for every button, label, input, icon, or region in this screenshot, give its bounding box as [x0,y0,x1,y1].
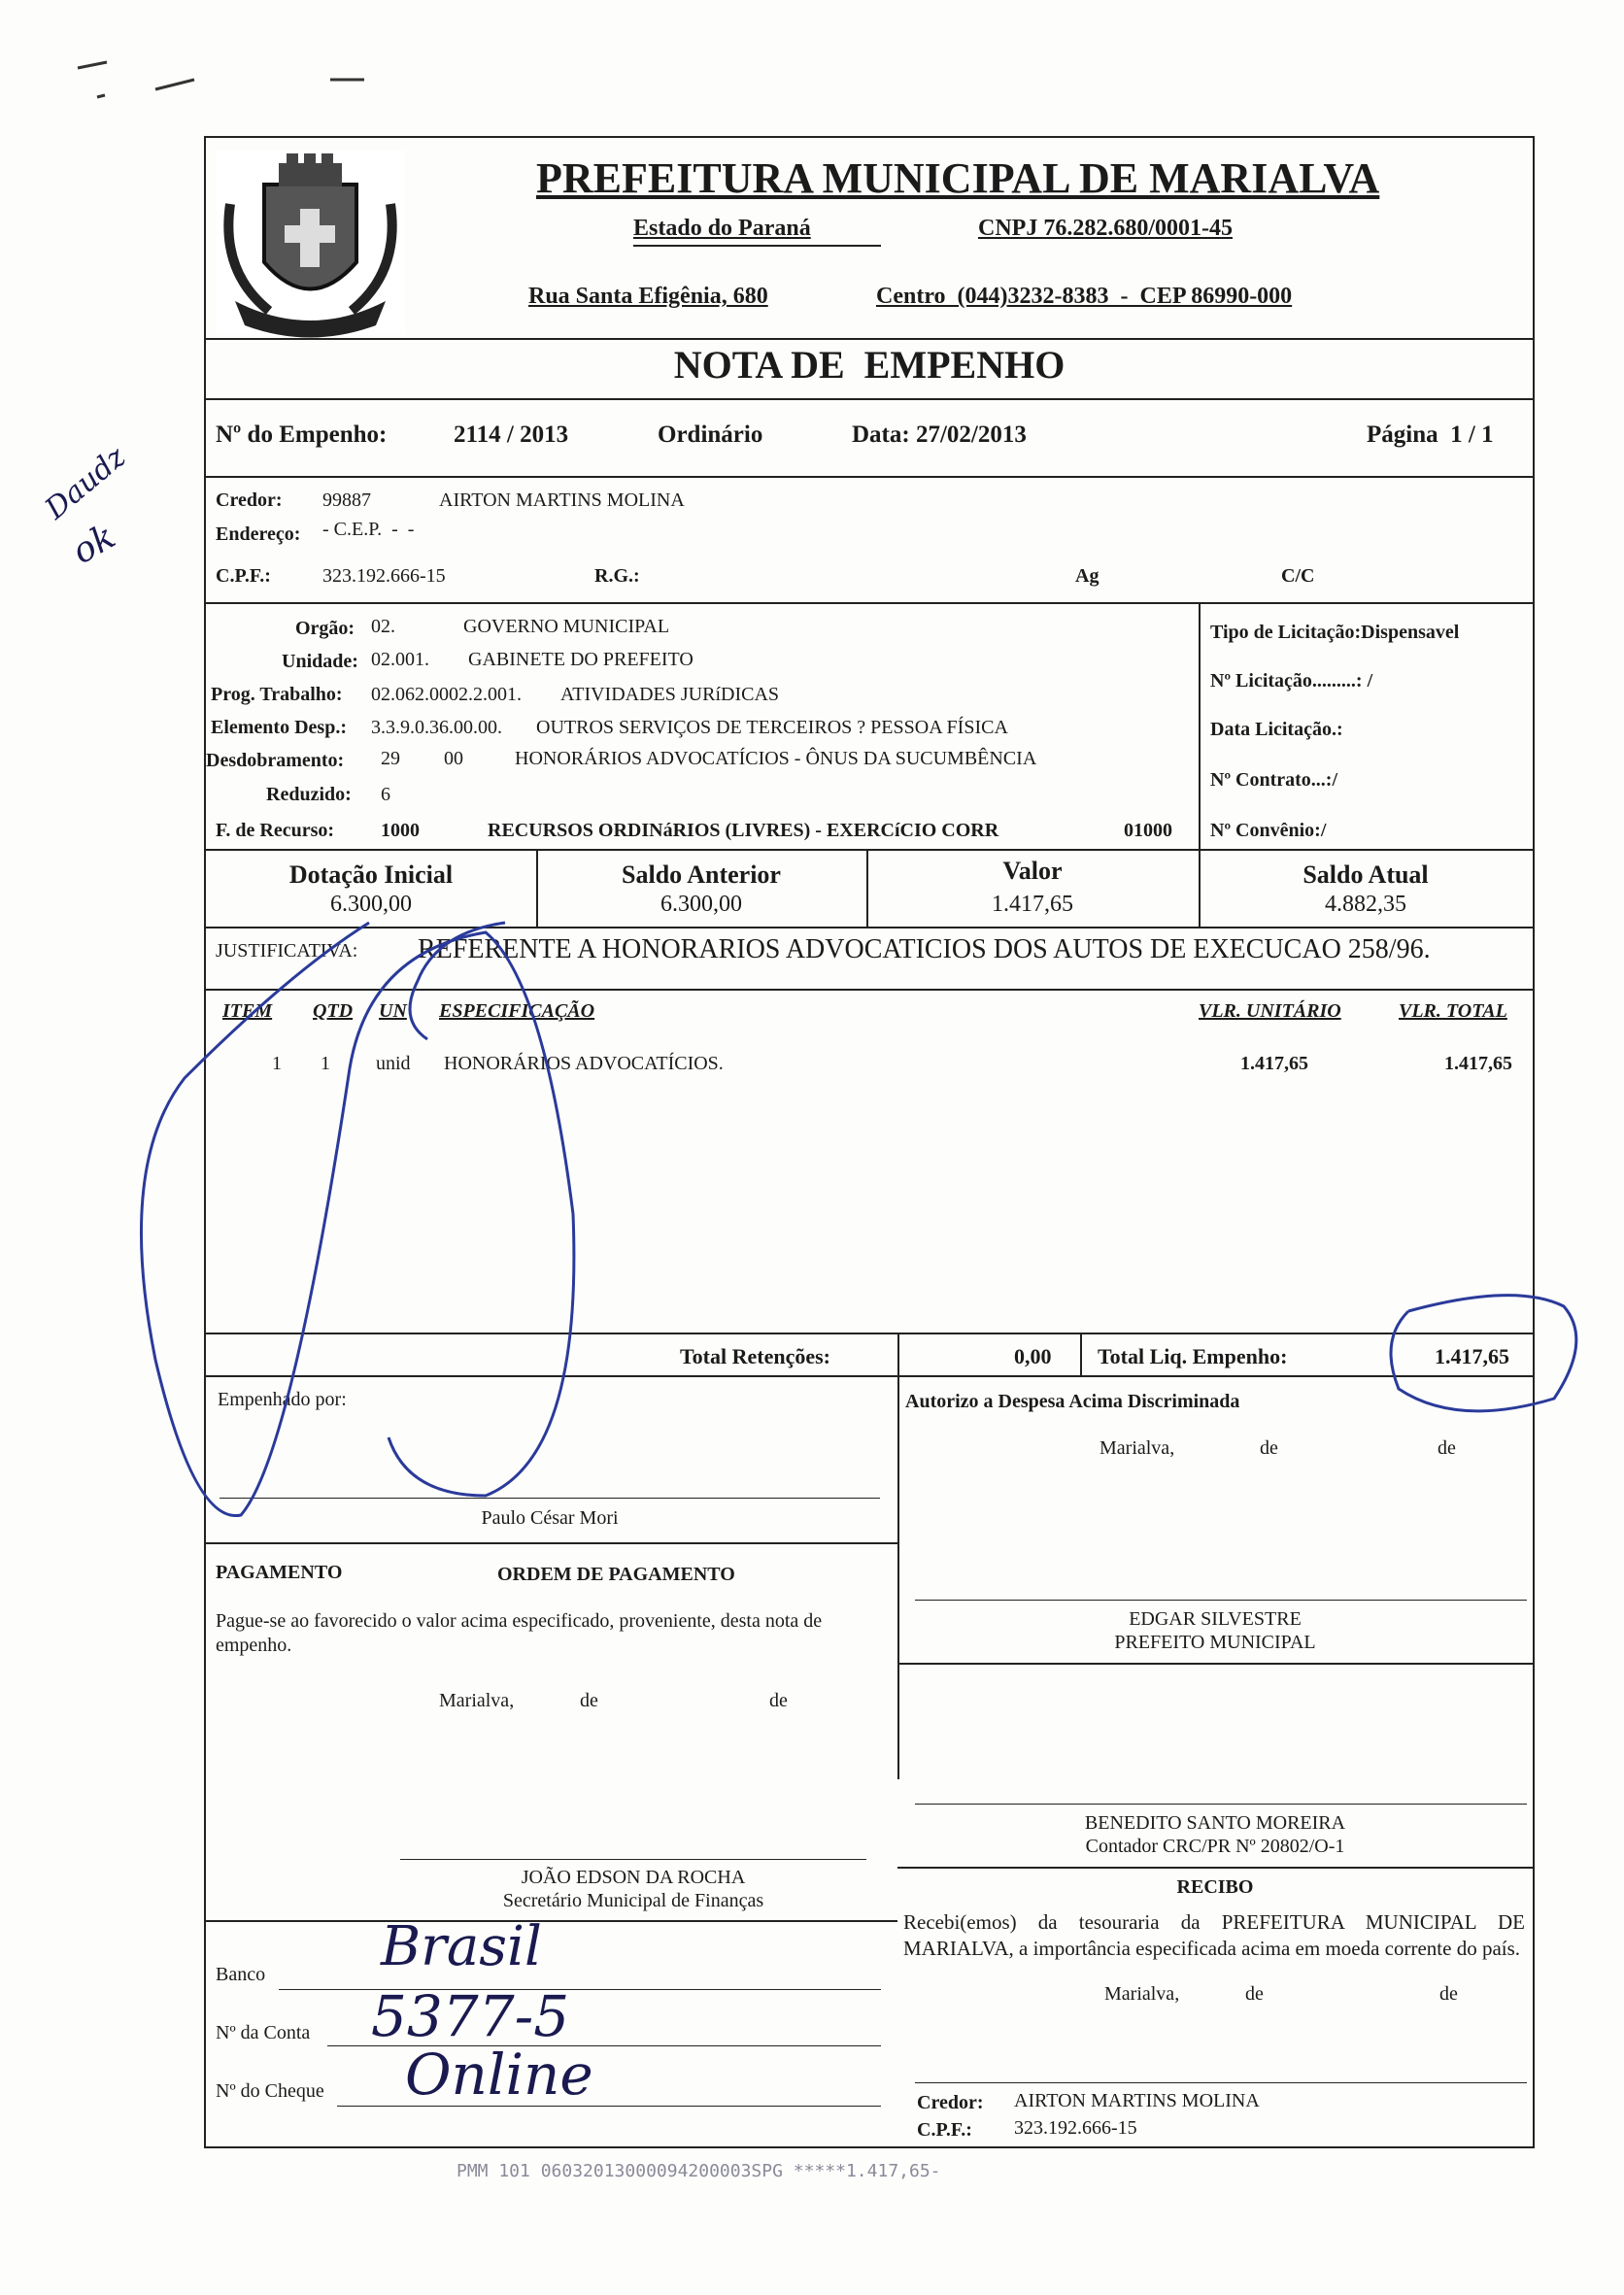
saldo-anterior-label: Saldo Anterior [622,861,781,889]
autorizo-city: Marialva, [1100,1437,1175,1459]
address-label: Rua Santa Efigênia, 680 [528,284,768,309]
orgao-code: 02. [371,616,395,637]
reduzido-label: Reduzido: [266,784,352,805]
empenhado-por-label: Empenhado por: [218,1389,347,1410]
margin-note-1: Daudz [39,440,133,526]
pagamento-de-1: de [580,1690,598,1711]
item-cell-un: unid [376,1053,411,1074]
valor-label: Valor [1002,857,1063,885]
item-cell-vlr-total: 1.417,65 [1444,1053,1512,1074]
credor-code: 99887 [322,489,371,511]
unidade-code: 02.001. [371,649,429,670]
recibo-cpf: 323.192.666-15 [1014,2117,1137,2139]
empenho-type: Ordinário [658,422,763,448]
credor-name: AIRTON MARTINS MOLINA [439,489,685,511]
recurso-code: 1000 [381,820,420,841]
recibo-de-2: de [1439,1983,1458,2005]
banco-handwritten[interactable]: Brasil [381,1915,542,1978]
elemento-code: 3.3.9.0.36.00.00. [371,717,502,738]
item-cell-item: 1 [272,1053,282,1074]
recurso-label: F. de Recurso: [216,820,335,841]
dotacao-value: 6.300,00 [330,892,412,917]
contador-name: BENEDITO SANTO MOREIRA [1084,1812,1346,1834]
conta-label: Nº da Conta [216,2022,311,2043]
rg-label: R.G.: [594,565,640,587]
pen-loop-left [141,923,573,1516]
elemento-label: Elemento Desp.: [211,717,347,738]
orgao-name: GOVERNO MUNICIPAL [463,616,670,637]
prefeito-name: EDGAR SILVESTRE [1129,1608,1302,1630]
recurso-name: RECURSOS ORDINáRIOS (LIVRES) - EXERCíCIO CORR [488,820,999,841]
saldo-anterior-value: 6.300,00 [660,892,742,917]
autorizo-label: Autorizo a Despesa Acima Discriminada [905,1391,1240,1412]
autorizo-de-1: de [1260,1437,1278,1459]
recibo-credor-name: AIRTON MARTINS MOLINA [1014,2090,1260,2111]
secretario-name: JOÃO EDSON DA ROCHA [521,1867,746,1888]
autorizo-de-2: de [1438,1437,1456,1459]
recibo-credor-label: Credor: [917,2092,984,2113]
item-cell-qtd: 1 [321,1053,330,1074]
desdobramento-name: HONORÁRIOS ADVOCATÍCIOS - ÔNUS DA SUCUMBÊNCIA [515,748,1037,769]
prefeitura-title: PREFEITURA MUNICIPAL DE MARIALVA [536,154,1380,202]
cpf-value: 323.192.666-15 [322,565,446,587]
recurso-code-2: 01000 [1124,820,1172,841]
empenho-date: Data: 27/02/2013 [852,422,1027,448]
saldo-atual-value: 4.882,35 [1325,892,1406,917]
empenho-number-label: Nº do Empenho: [216,422,388,448]
recibo-de-1: de [1245,1983,1264,2005]
ag-label: Ag [1075,565,1100,587]
prog-label: Prog. Trabalho: [211,684,343,705]
prog-code: 02.062.0002.2.001. [371,684,522,705]
pagamento-city: Marialva, [439,1690,515,1711]
desdobramento-code-2: 00 [444,748,463,769]
total-liq-value: 1.417,65 [1435,1344,1509,1368]
item-cell-especificacao: HONORÁRIOS ADVOCATÍCIOS. [444,1053,724,1074]
elemento-name: OUTROS SERVIÇOS DE TERCEIROS ? PESSOA FÍSICA [536,717,1008,738]
valor-value: 1.417,65 [992,892,1073,917]
pagamento-label: PAGAMENTO [216,1562,343,1583]
col-header-un: UN [379,1000,407,1022]
pen-circle-total [1391,1296,1576,1411]
recibo-cpf-label: C.P.F.: [917,2119,972,2141]
ordem-pagamento-label: ORDEM DE PAGAMENTO [497,1564,735,1585]
dotacao-label: Dotação Inicial [288,861,454,889]
cnpj-label: CNPJ 76.282.680/0001-45 [978,216,1233,241]
total-liq-label: Total Liq. Empenho: [1098,1344,1288,1368]
col-header-vlr-total: VLR. TOTAL [1399,1000,1507,1022]
district-phone-cep: Centro (044)3232-8383 - CEP 86990-000 [876,284,1293,309]
conta-handwritten[interactable]: 5377-5 [371,1983,570,2049]
justificativa-text: REFERENTE A HONORARIOS ADVOCATICIOS DOS AUTOS DE EXECUCAO 258/96. [418,934,1431,964]
cheque-label: Nº do Cheque [216,2080,324,2102]
margin-note-2: ok [65,516,122,573]
unidade-label: Unidade: [282,651,358,672]
reduzido-value: 6 [381,784,390,805]
col-header-qtd: QTD [313,1000,354,1022]
unidade-name: GABINETE DO PREFEITO [468,649,694,670]
col-header-item: ITEM [222,1000,273,1022]
numero-contrato: Nº Contrato...:/ [1210,769,1338,791]
endereco-value: - C.E.P. - - [322,519,415,540]
justificativa-label: JUSTIFICATIVA: [216,940,358,962]
contador-title: Contador CRC/PR Nº 20802/O-1 [1085,1836,1345,1857]
tipo-licitacao: Tipo de Licitação:Dispensavel [1210,622,1460,643]
recibo-text: Recebi(emos) da tesouraria da PREFEITURA MUNICIPAL DE MARIALVA, a importância especificada acima em moeda corrente do país. [903,1910,1525,1960]
numero-licitacao: Nº Licitação.........: / [1210,670,1373,692]
pagamento-text: Pague-se ao favorecido o valor acima especificado, proveniente, desta nota de empenho. [216,1610,823,1656]
total-retencoes-label: Total Retenções: [680,1344,830,1368]
numero-convenio: Nº Convênio:/ [1210,820,1327,841]
banco-label: Banco [216,1964,266,1985]
recibo-city: Marialva, [1104,1983,1180,2005]
item-cell-vlr-unitario: 1.417,65 [1240,1053,1308,1074]
col-header-vlr-unitario: VLR. UNITÁRIO [1199,1000,1341,1022]
orgao-label: Orgão: [295,618,355,639]
cheque-handwritten[interactable]: Online [405,2042,593,2108]
cc-label: C/C [1281,565,1315,587]
prefeito-title: PREFEITO MUNICIPAL [1114,1632,1316,1653]
col-header-especificacao: ESPECIFICAÇÃO [439,1000,595,1022]
desdobramento-code-1: 29 [381,748,400,769]
cpf-label: C.P.F.: [216,565,271,587]
pagamento-de-2: de [769,1690,788,1711]
endereco-label: Endereço: [216,523,301,545]
estado-label: Estado do Paraná [633,216,811,241]
desdobramento-label: Desdobramento: [206,750,345,771]
prog-name: ATIVIDADES JURíDICAS [560,684,780,705]
secretario-title: Secretário Municipal de Finanças [502,1890,764,1911]
document-title: NOTA DE EMPENHO [673,343,1066,387]
footer-code: PMM 101 06032013000094200003SPG *****1.417,65- [457,2161,941,2181]
credor-label: Credor: [216,489,283,511]
recibo-label: RECIBO [1176,1876,1254,1898]
data-licitacao: Data Licitação.: [1210,719,1343,740]
empenhado-por-name: Paulo César Mori [481,1507,619,1529]
page-number: Página 1 / 1 [1367,422,1494,448]
empenho-number: 2114 / 2013 [454,422,569,448]
saldo-atual-label: Saldo Atual [1303,861,1429,889]
total-retencoes-value: 0,00 [1014,1344,1052,1368]
